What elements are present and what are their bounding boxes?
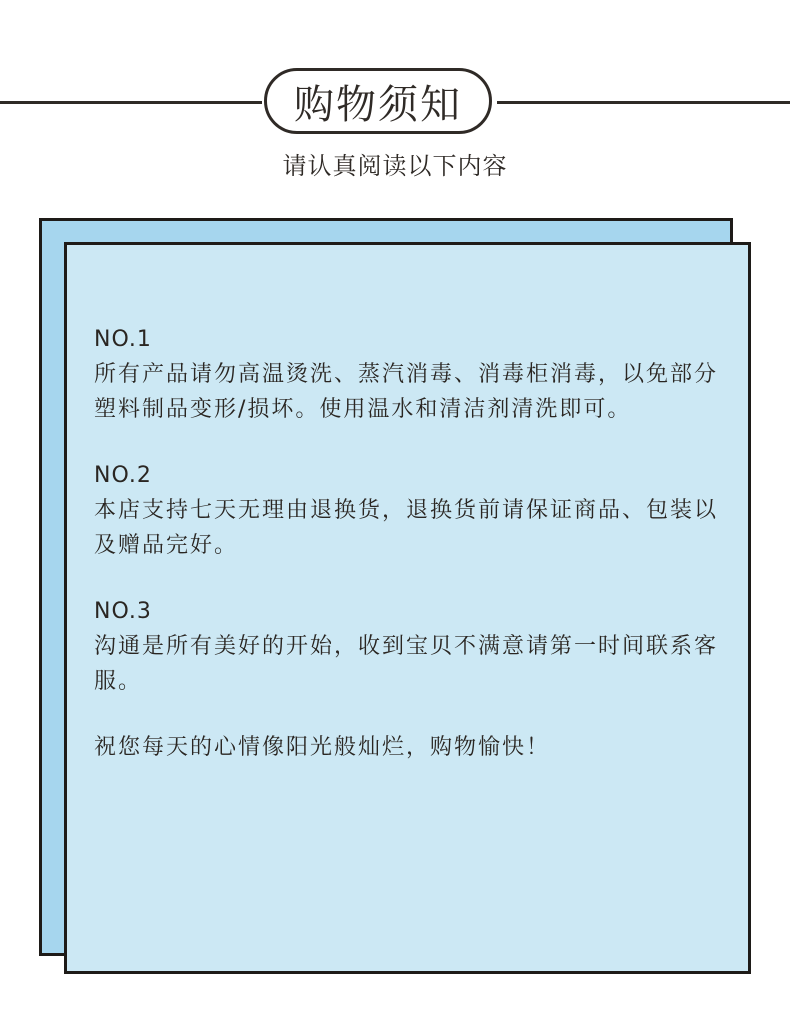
notice-number: NO.2 — [94, 463, 152, 488]
notice-text: 沟通是所有美好的开始，收到宝贝不满意请第一时间联系客服。 — [94, 634, 719, 694]
page-subtitle: 请认真阅读以下内容 — [282, 152, 508, 180]
notice-section-2 — [94, 458, 734, 563]
notice-section-3 — [94, 594, 734, 699]
closing-message: 祝您每天的心情像阳光般灿烂，购物愉快！ — [94, 735, 551, 760]
title-divider-right — [497, 101, 790, 104]
notice-content — [94, 322, 734, 765]
notice-section-1 — [94, 322, 734, 427]
notice-number: NO.3 — [94, 599, 152, 624]
page-title — [264, 68, 492, 134]
notice-number: NO.1 — [94, 327, 152, 352]
title-divider-left — [0, 101, 262, 104]
notice-text: 本店支持七天无理由退换货，退换货前请保证商品、包装以及赠品完好。 — [94, 498, 719, 558]
notice-text: 所有产品请勿高温烫洗、蒸汽消毒、消毒柜消毒，以免部分塑料制品变形/损坏。使用温水和清洁剂清洗即可。 — [94, 362, 719, 422]
page-title-text: 购物须知 — [294, 81, 462, 128]
